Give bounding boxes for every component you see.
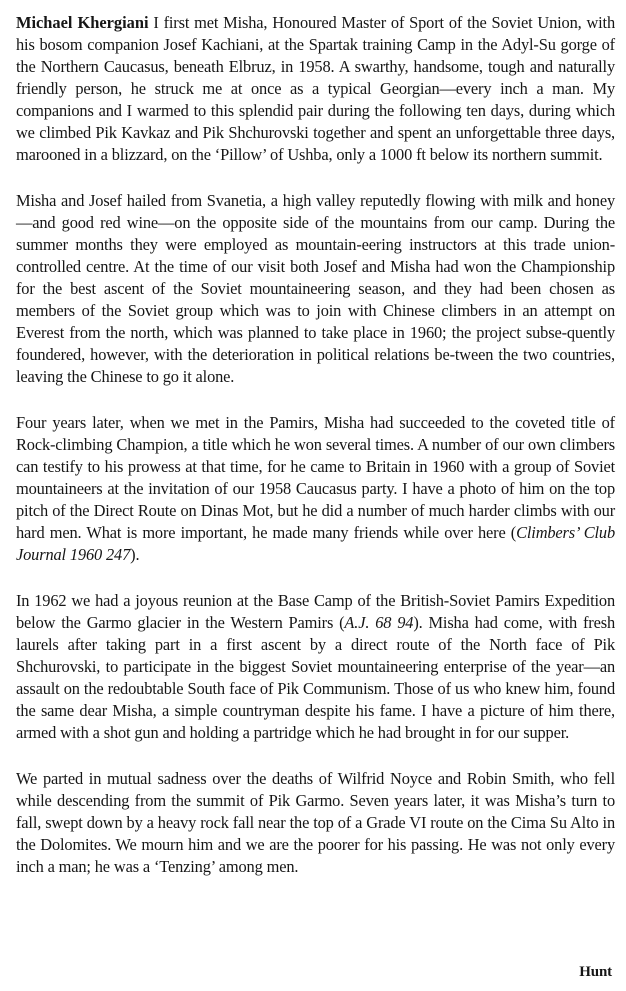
- paragraph-3-text: Four years later, when we met in the Pamirs, Misha had succeeded to the coveted title of Rock-climbing Champion, a title which he won several times. A number of our own climbers can testify to his prowess at that time, for he came to Britain in 1960 with a group of Soviet mountaineers at the invitation of our 1958 Caucasus party. I have a photo of him on the top pitch of the Direct Route on Dinas Mot, but he did a number of much harder climbs with our hard men. What is more important, he made many friends while over here (: [16, 413, 615, 542]
- paragraph-4-text: In 1962 we had a joyous reunion at the Base Camp of the British-Soviet Pamirs Expedition below the Garmo glacier in the Western Pamirs (: [16, 591, 615, 632]
- journal-reference: Climbers’ Club Journal 1960 247: [16, 523, 615, 564]
- paragraph-5: We parted in mutual sadness over the deaths of Wilfrid Noyce and Robin Smith, who fell while descending from the summit of Pik Garmo. Seven years later, it was Misha’s turn to fall, swept down by a heavy rock fall near the top of a Grade VI route on the Cima Su Alto in the Dolomites. We mourn him and we are the poorer for his passing. He was not only every inch a man; he was a ‘Tenzing’ among men.: [16, 769, 615, 876]
- subject-name: Michael Khergiani: [16, 13, 149, 32]
- paragraph-3-end: ).: [130, 545, 140, 564]
- paragraph-4-rest: ). Misha had come, with fresh laurels after taking part in a first ascent by a direct route of the North face of Pik Shchurovski, to participate in the biggest Soviet mountaineering enterprise of the year—an assault on the redoubtable South face of Pik Communism. Those of us who knew him, found the same dear Misha, a simple countryman despite his fame. I have a picture of him there, armed with a shot gun and holding a partridge which he had brought in for our supper.: [16, 613, 616, 742]
- paragraph-2: Misha and Josef hailed from Svanetia, a high valley reputedly flowing with milk and honey—and good red wine—on the opposite side of the mountains from our camp. During the summer months they were employed as mountain-eering instructors at this trade union-controlled centre. At the time of our visit both Josef and Misha had won the Championship for the best ascent of the Soviet mountaineering season, and they had been chosen as members of the Soviet group which was to join with Chinese climbers in an attempt on Everest from the north, which was planned to take place in 1960; the project subse-quently foundered, however, with the deterioration in political relations be-tween the two countries, leaving the Chinese to go it alone.: [16, 191, 615, 386]
- paragraph-1-text: I first met Misha, Honoured Master of Sport of the Soviet Union, with his bosom companion Josef Kachiani, at the Spartak training Camp in the Adyl-Su gorge of the Northern Caucasus, beneath Elbruz, in 1958. A swarthy, handsome, tough and naturally friendly person, he struck me at once as a typical Georgian—every inch a man. My companions and I warmed to this splendid pair during the following ten days, during which we climbed Pik Kavkaz and Pik Shchurovski together and spent an unforgettable three days, marooned in a blizzard, on the ‘Pillow’ of Ushba, only a 1000 ft below its northern summit.: [16, 13, 615, 164]
- paragraph-1: [16, 12, 615, 166]
- paragraph-3: [16, 412, 615, 566]
- paragraph-4: [16, 590, 615, 744]
- author-signature: Hunt: [579, 964, 612, 980]
- alpine-journal-reference: A.J. 68 94: [344, 613, 414, 632]
